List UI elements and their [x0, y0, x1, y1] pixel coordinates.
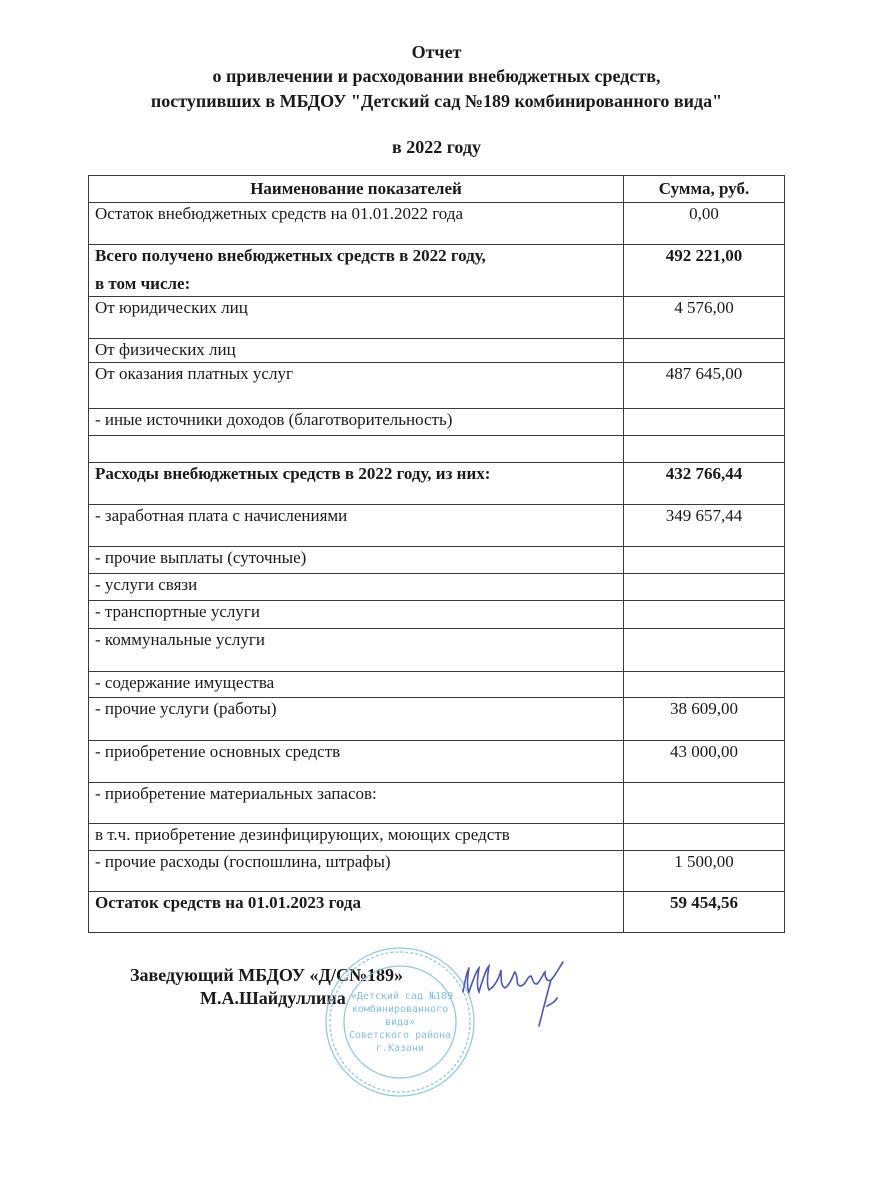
stamp-line-5: г.Казани [375, 1043, 425, 1054]
indicator-name: в т.ч. приобретение дезинфицирующих, моющих средств [95, 825, 510, 844]
indicator-name-cell [89, 741, 624, 783]
column-header-name: Наименование показателей [89, 176, 624, 203]
indicator-name: Остаток внебюджетных средств на 01.01.2022 года [95, 204, 464, 223]
indicator-name: - коммунальные услуги [95, 630, 265, 649]
amount-cell [624, 436, 785, 463]
indicator-name-cell [89, 574, 624, 601]
indicator-name-cell [89, 672, 624, 698]
amount-cell: 1 500,00 [624, 851, 785, 892]
indicator-name: - приобретение материальных запасов: [95, 784, 377, 803]
indicator-name-cell [89, 339, 624, 363]
stamp-line-3: вида» [384, 1017, 416, 1028]
indicator-name-cell [89, 851, 624, 892]
column-header-sum: Сумма, руб. [624, 176, 785, 203]
table-row [89, 245, 785, 297]
indicator-name-cell [89, 463, 624, 505]
table-row [89, 409, 785, 436]
table-row [89, 436, 785, 463]
table-row [89, 505, 785, 547]
table-row [89, 547, 785, 574]
table-row [89, 741, 785, 783]
table-row [89, 339, 785, 363]
amount-cell: 0,00 [624, 203, 785, 245]
indicator-name: От физических лиц [95, 340, 236, 359]
signatory-position: Заведующий МБДОУ «Д/С№189» [130, 965, 404, 985]
indicator-name-cell [89, 409, 624, 436]
indicator-name-continued: в том числе: [95, 274, 191, 293]
indicator-name-cell [89, 245, 624, 297]
indicator-name: - содержание имущества [95, 673, 275, 692]
indicator-name-cell [89, 783, 624, 824]
report-year: в 2022 году [391, 137, 482, 157]
indicator-name-cell [89, 824, 624, 851]
amount-cell: 432 766,44 [624, 463, 785, 505]
indicator-name: Остаток средств на 01.01.2023 года [95, 893, 362, 912]
amount-cell [624, 409, 785, 436]
amount-cell [624, 574, 785, 601]
amount-cell: 38 609,00 [624, 698, 785, 741]
amount-cell [624, 824, 785, 851]
table-row [89, 892, 785, 933]
table-row [89, 672, 785, 698]
table-row [89, 297, 785, 339]
report-subtitle-line2: поступивших в МБДОУ "Детский сад №189 комбинированного вида" [150, 91, 723, 111]
indicator-name: - заработная плата с начислениями [95, 506, 348, 525]
table-row [89, 698, 785, 741]
indicator-name-cell [89, 436, 624, 463]
indicator-name: - приобретение основных средств [95, 742, 341, 761]
table-row [89, 463, 785, 505]
indicator-name-cell [89, 601, 624, 629]
amount-cell: 487 645,00 [624, 363, 785, 409]
stamp-line-1: «Детский сад №189 [350, 991, 454, 1002]
amount-cell [624, 601, 785, 629]
report-subtitle-line1: о привлечении и расходовании внебюджетных средств, [212, 66, 661, 86]
table-row [89, 851, 785, 892]
indicator-name: - прочие услуги (работы) [95, 699, 277, 718]
table-row [89, 363, 785, 409]
indicator-name: От оказания платных услуг [95, 364, 293, 383]
amount-cell [624, 547, 785, 574]
indicator-name-cell [89, 629, 624, 672]
signatory-name: М.А.Шайдуллина [200, 988, 346, 1008]
amount-cell: 349 657,44 [624, 505, 785, 547]
indicator-name: - услуги связи [95, 575, 198, 594]
indicator-name-cell [89, 698, 624, 741]
table-row [89, 629, 785, 672]
indicator-name: - прочие выплаты (суточные) [95, 548, 307, 567]
report-table [88, 175, 785, 933]
amount-cell: 4 576,00 [624, 297, 785, 339]
indicator-name: Расходы внебюджетных средств в 2022 году, из них: [95, 464, 491, 483]
amount-cell: 492 221,00 [624, 245, 785, 297]
amount-cell [624, 629, 785, 672]
indicator-name: Всего получено внебюджетных средств в 2022 году, [95, 246, 486, 265]
indicator-name-cell [89, 297, 624, 339]
indicator-name-cell [89, 505, 624, 547]
amount-cell: 59 454,56 [624, 892, 785, 933]
amount-cell [624, 339, 785, 363]
indicator-name-cell [89, 203, 624, 245]
amount-cell [624, 672, 785, 698]
handwritten-signature-icon [455, 950, 575, 1030]
indicator-name: - транспортные услуги [95, 602, 260, 621]
table-row [89, 203, 785, 245]
table-row [89, 601, 785, 629]
stamp-line-4: Советского района [348, 1030, 452, 1041]
report-title: Отчет [411, 42, 462, 62]
amount-cell: 43 000,00 [624, 741, 785, 783]
indicator-name: - прочие расходы (госпошлина, штрафы) [95, 852, 391, 871]
table-header-row [89, 176, 785, 203]
table-row [89, 574, 785, 601]
indicator-name-cell [89, 547, 624, 574]
table-row [89, 783, 785, 824]
indicator-name-cell [89, 363, 624, 409]
stamp-line-2: комбинированного [351, 1004, 449, 1015]
indicator-name: - иные источники доходов (благотворительность) [95, 410, 453, 429]
indicator-name: От юридических лиц [95, 298, 248, 317]
indicator-name-cell [89, 892, 624, 933]
amount-cell [624, 783, 785, 824]
table-row [89, 824, 785, 851]
